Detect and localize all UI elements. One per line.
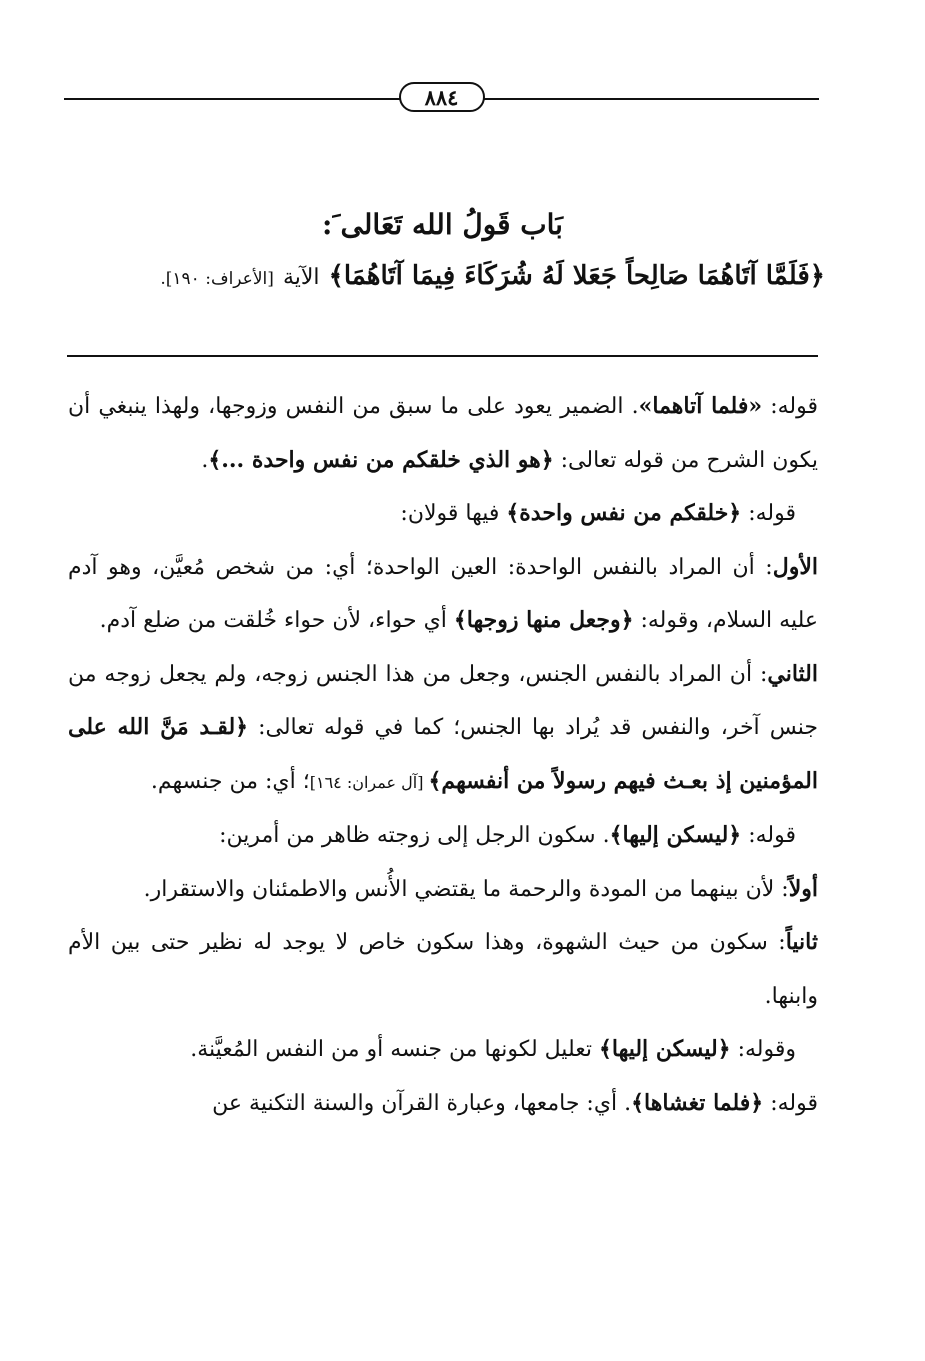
bold-term: أولاً — [788, 875, 818, 902]
text: قوله: — [741, 823, 796, 848]
text: . الضمير يعود على ما سبق من النفس وزوجها، ولهذا ينبغي أن يكون الشرح من قوله تعالى: — [68, 394, 818, 473]
paragraph-2 — [68, 487, 818, 541]
chapter-heading — [60, 208, 825, 291]
text: . سكون الرجل إلى زوجته ظاهر من أمرين: — [219, 823, 610, 848]
paragraph-6 — [68, 863, 818, 917]
bold-term: ثانياً — [785, 929, 818, 955]
quran-quote: ﴿هو الذي خلقكم من نفس واحدة ...﴾ — [208, 446, 554, 473]
page-number: ٨٨٤ — [399, 82, 485, 112]
chapter-verse: ﴿فَلَمَّا آتَاهُمَا صَالِحاً جَعَلا لَهُ شُرَكَاءَ فِيمَا آتَاهُمَا﴾ — [328, 261, 825, 291]
text: : أن المراد بالنفس الجنس، وجعل من هذا الجنس زوجه، ولم يجعل زوجه من جنس آخر، والنفس قد يُراد بها الجنس؛ كما في قوله تعالى: — [68, 661, 818, 740]
page-header — [64, 82, 819, 116]
quran-quote: ﴿لقـد مَنَّ الله على المؤمنين إذ بعـث فيهم رسولاً من أنفسهم﴾ — [68, 714, 818, 794]
chapter-verse-after: الآية — [282, 265, 320, 290]
quran-quote: ﴿خلقكم من نفس واحدة﴾ — [506, 500, 742, 526]
text: قوله: — [762, 394, 819, 419]
paragraph-9 — [68, 1077, 818, 1131]
text: . — [201, 447, 209, 473]
quran-quote: ﴿فلما تغشاها﴾ — [631, 1089, 764, 1116]
text: فيها قولان: — [400, 501, 507, 526]
text: : لأن بينهما من المودة والرحمة ما يقتضي الأُنس والاطمئنان والاستقرار. — [143, 876, 789, 902]
chapter-verse-line — [60, 261, 825, 291]
text: وقوله: — [730, 1037, 796, 1062]
chapter-title: بَاب قَولُ الله تَعَالى َ: — [322, 208, 563, 241]
text: : أن المراد بالنفس الواحدة: العين الواحدة؛ أي: من شخص مُعيَّن، وهو آدم عليه السلام، وقوله: — [68, 554, 818, 633]
paragraph-3 — [68, 541, 818, 648]
section-divider — [67, 355, 818, 357]
bold-term: الثاني — [767, 660, 818, 687]
text: أي حواء، لأن حواء خُلقت من ضلع آدم. — [99, 608, 454, 633]
quran-quote: ﴿ليسكن إليها﴾ — [598, 1036, 731, 1062]
text: تعليل لكونها من جنسه أو من النفس المُعيَّنة. — [190, 1037, 599, 1062]
chapter-verse-reference: [الأعراف: ١٩٠]. — [160, 269, 274, 289]
quran-quote: ﴿ليسكن إليها﴾ — [609, 822, 742, 848]
text: قوله: — [763, 1090, 818, 1116]
quran-quote: ﴿وجعل منها زوجها﴾ — [453, 607, 634, 633]
text: ؛ أي: من جنسهم. — [150, 768, 310, 794]
paragraph-5 — [68, 809, 818, 863]
paragraph-1 — [68, 380, 818, 487]
text: . أي: جامعها، وعبارة القرآن والسنة التكنية عن — [212, 1090, 632, 1116]
bold-term: الأول — [772, 553, 818, 580]
verse-reference: [آل عمران: ١٦٤] — [309, 772, 429, 792]
text: قوله: — [741, 501, 796, 526]
paragraph-4 — [68, 648, 818, 810]
body-text — [68, 380, 818, 1130]
paragraph-7 — [68, 916, 818, 1023]
paragraph-8 — [68, 1023, 818, 1077]
text: : سكون من حيث الشهوة، وهذا سكون خاص لا يوجد له نظير حتى بين الأم وابنها. — [68, 930, 818, 1009]
quote: «فلما آتاهما» — [638, 393, 763, 419]
